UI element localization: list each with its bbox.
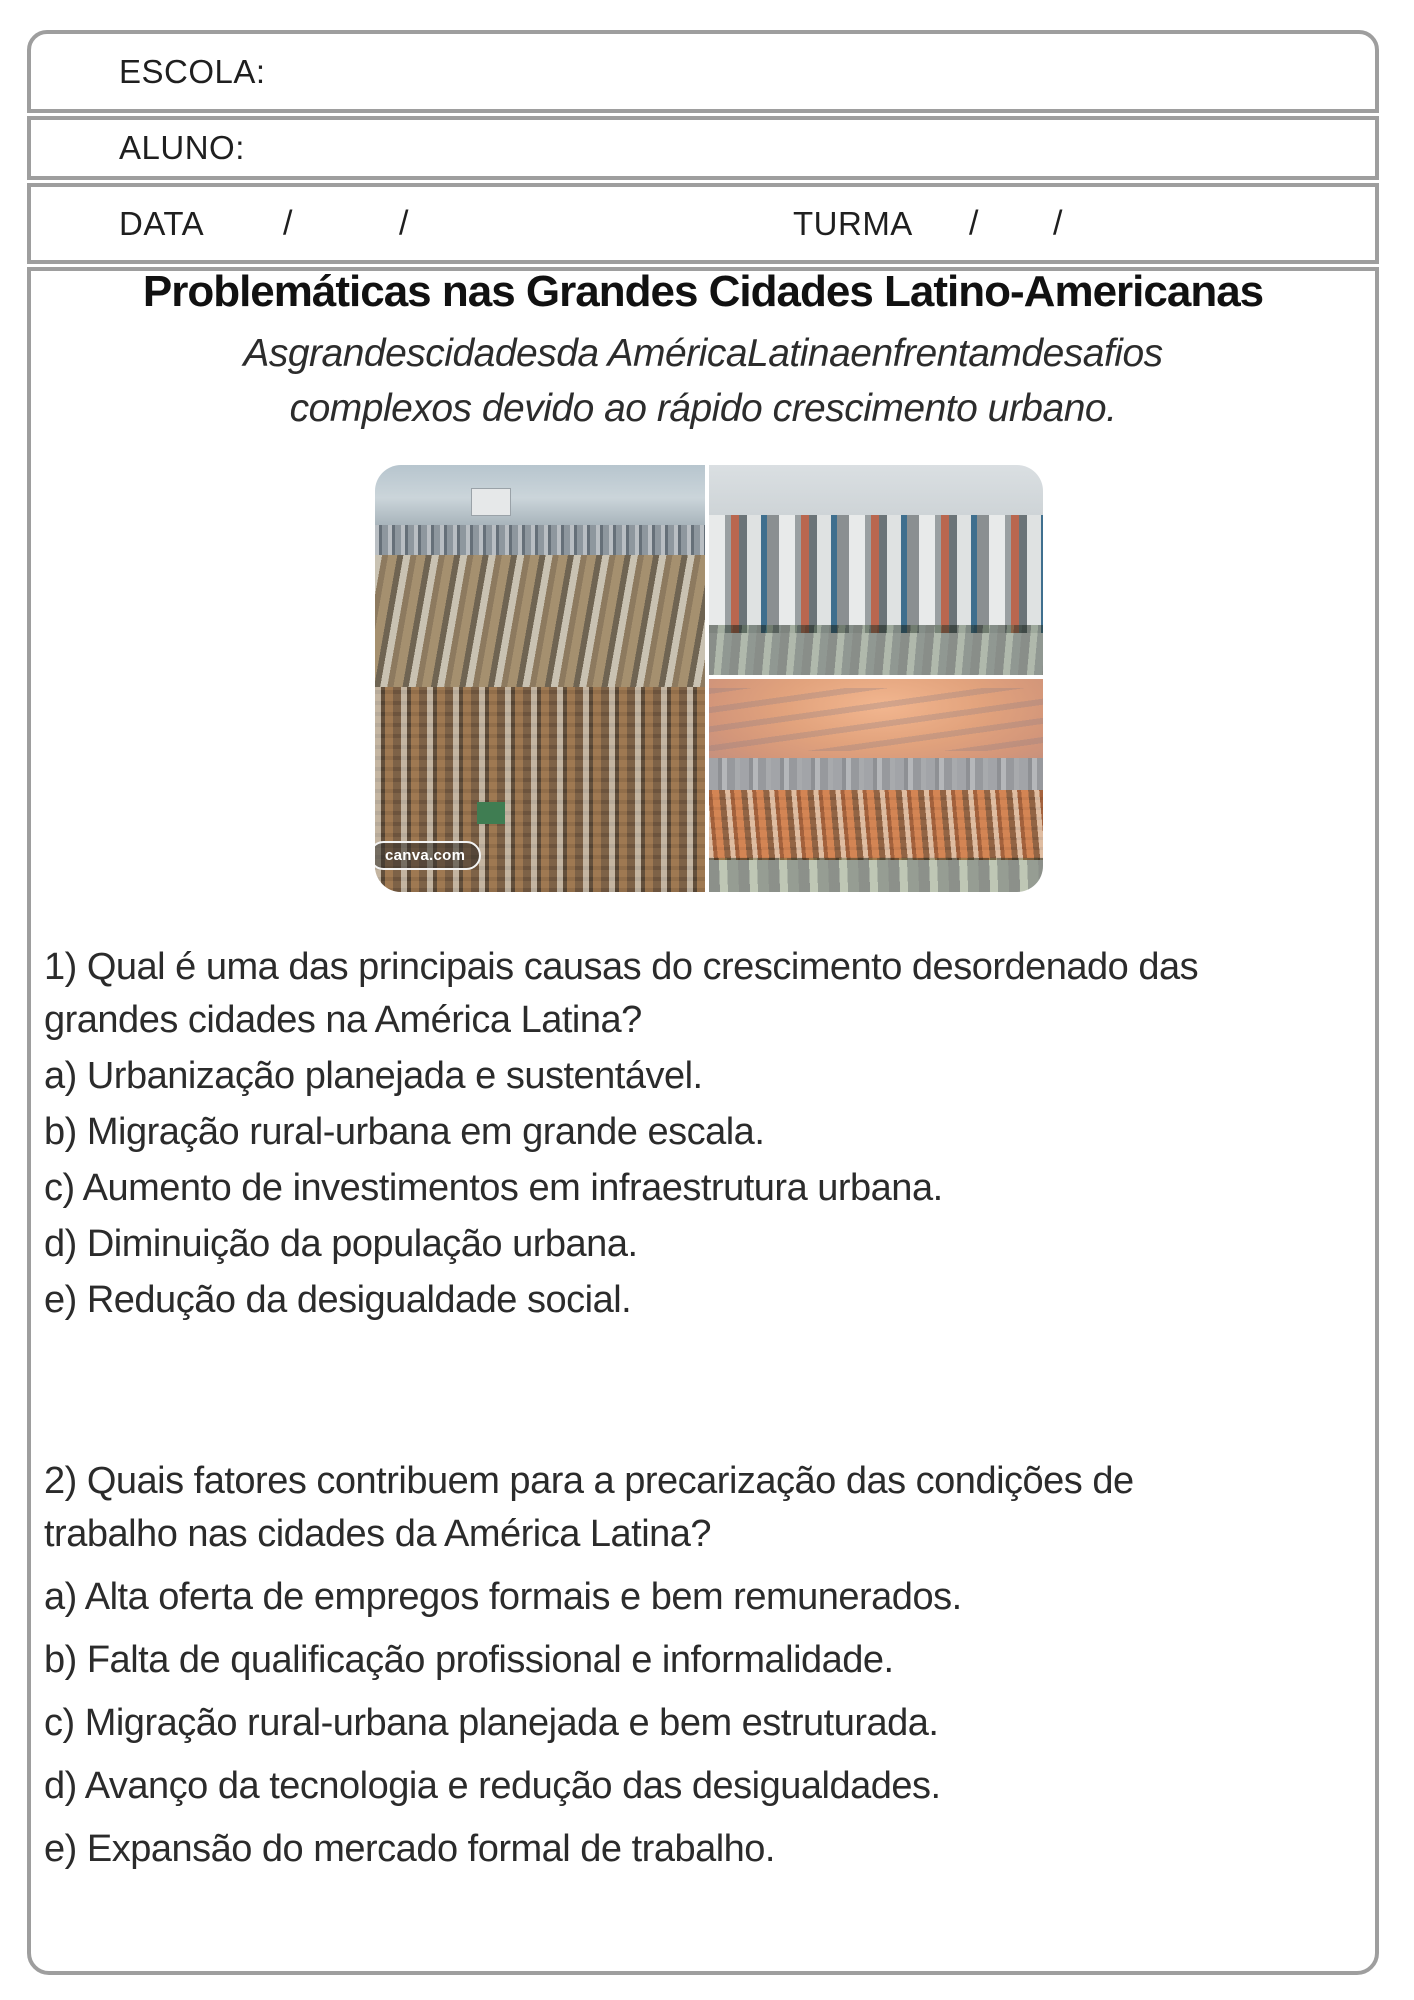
sunset-skyscrapers xyxy=(709,758,1043,792)
turma-slash-2: / xyxy=(1053,204,1063,242)
aluno-label: ALUNO: xyxy=(119,129,245,166)
panorama-highrise-building xyxy=(471,488,511,516)
question-2-option-a: a) Alta oferta de empregos formais e bem remunerados. xyxy=(44,1576,962,1618)
question-2-option-d: d) Avanço da tecnologia e redução das desigualdades. xyxy=(44,1765,941,1807)
question-2-text-line-2: trabalho nas cidades da América Latina? xyxy=(44,1513,712,1555)
favela-panorama-photo xyxy=(375,465,705,892)
question-1-option-b: b) Migração rural-urbana em grande escala. xyxy=(44,1111,765,1153)
question-1-text-line-2: grandes cidades na América Latina? xyxy=(44,999,642,1041)
question-2-option-c: c) Migração rural-urbana planejada e bem estruturada. xyxy=(44,1702,939,1744)
panorama-sky xyxy=(375,465,705,525)
data-slash-2: / xyxy=(399,204,409,242)
worksheet-title: Problemáticas nas Grandes Cidades Latino-Americanas xyxy=(142,267,1264,316)
sunset-rooftops xyxy=(709,790,1043,860)
sunset-trees xyxy=(709,858,1043,892)
sunset-clouds xyxy=(709,688,1043,752)
escola-field-box xyxy=(27,30,1379,113)
subtitle-line-1: Asgrandescidadesda AméricaLatinaenfrentamdesafios xyxy=(243,332,1163,375)
question-1-option-e: e) Redução da desigualdade social. xyxy=(44,1279,632,1321)
sunset-skyline-photo xyxy=(709,679,1043,892)
question-1-text-line-1: 1) Qual é uma das principais causas do crescimento desordenado das xyxy=(44,946,1199,988)
worksheet-subtitle xyxy=(27,326,1379,436)
questions-section xyxy=(44,941,1374,1876)
data-turma-field-box xyxy=(27,183,1379,264)
question-2-option-e: e) Expansão do mercado formal de trabalho. xyxy=(44,1828,775,1870)
turma-label: TURMA xyxy=(793,204,913,242)
shanty-buildings-photo xyxy=(709,465,1043,675)
turma-slash-1: / xyxy=(969,204,979,242)
question-1-option-c: c) Aumento de investimentos em infraestrutura urbana. xyxy=(44,1167,943,1209)
shanty-houses xyxy=(709,515,1043,633)
canva-watermark: canva.com xyxy=(375,841,481,870)
aluno-field-box xyxy=(27,116,1379,180)
question-2 xyxy=(44,1455,1374,1876)
panorama-metal-rooftops xyxy=(375,555,705,687)
data-slash-1: / xyxy=(283,204,293,242)
panorama-distant-skyline xyxy=(375,525,705,555)
question-2-option-b: b) Falta de qualificação profissional e informalidade. xyxy=(44,1639,894,1681)
shanty-vegetation xyxy=(709,625,1043,675)
data-label: DATA xyxy=(119,204,205,242)
question-1 xyxy=(44,941,1374,1327)
question-2-text-line-1: 2) Quais fatores contribuem para a precarização das condições de xyxy=(44,1460,1134,1502)
question-1-option-a: a) Urbanização planejada e sustentável. xyxy=(44,1055,703,1097)
escola-label: ESCOLA: xyxy=(119,52,266,90)
question-1-option-d: d) Diminuição da população urbana. xyxy=(44,1223,638,1265)
panorama-green-house xyxy=(477,802,505,824)
subtitle-line-2: complexos devido ao rápido crescimento urbano. xyxy=(289,387,1117,430)
city-photo-collage xyxy=(375,465,1043,892)
